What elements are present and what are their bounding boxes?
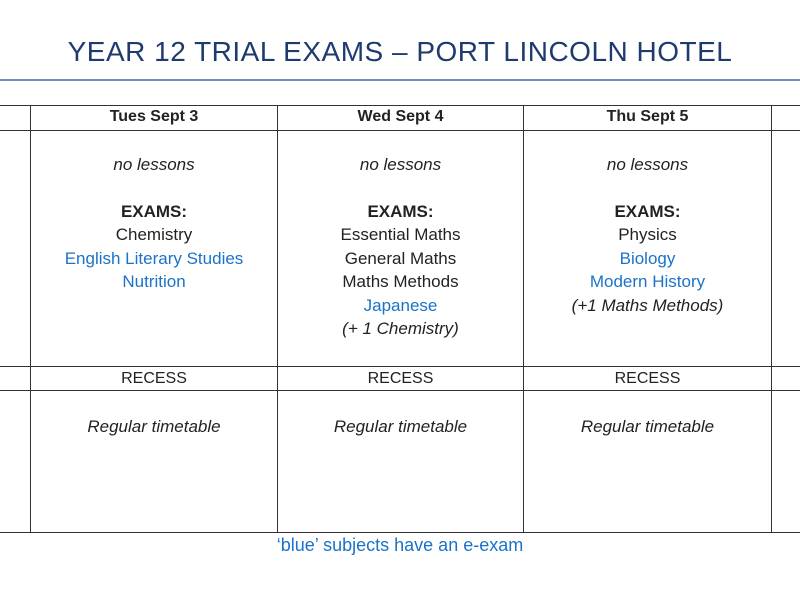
note-text: no lessons xyxy=(606,155,689,174)
subject-item: Maths Methods xyxy=(342,272,459,291)
subject-item-eexam: Biology xyxy=(619,248,676,268)
column-divider xyxy=(771,105,772,532)
recess-label: RECESS xyxy=(614,370,681,387)
after-recess-text: Regular timetable xyxy=(580,417,715,436)
subject-item-eexam: Modern History xyxy=(589,272,706,291)
subject-item-eexam: Nutrition xyxy=(122,272,186,291)
day-exams-tue xyxy=(31,153,277,294)
recess-label: RECESS xyxy=(367,370,434,387)
exams-label: EXAMS: xyxy=(614,201,681,221)
day-exams-thu xyxy=(524,153,771,317)
day-header-thu: Thu Sept 5 xyxy=(606,108,689,125)
subject-item: Essential Maths xyxy=(340,225,461,244)
exams-label: EXAMS: xyxy=(367,201,434,221)
subject-item-eexam: English Literary Studies xyxy=(64,248,244,268)
exams-label: EXAMS: xyxy=(120,201,188,221)
e-exam-legend: ‘blue’ subjects have an e-exam xyxy=(276,535,524,555)
day-header-wed: Wed Sept 4 xyxy=(357,108,444,125)
note-text: no lessons xyxy=(113,155,195,174)
subject-item: Physics xyxy=(618,225,677,244)
note-text: no lessons xyxy=(359,155,442,174)
after-recess-text: Regular timetable xyxy=(333,417,468,436)
header-row-divider xyxy=(0,130,800,131)
extra-exam-note: (+ 1 Chemistry) xyxy=(342,319,459,338)
day-exams-wed xyxy=(278,153,523,341)
subject-item-eexam: Japanese xyxy=(363,295,438,315)
extra-exam-note: (+1 Maths Methods) xyxy=(571,295,724,315)
recess-row-bottom xyxy=(0,390,800,391)
title-divider xyxy=(0,79,800,81)
recess-row-top xyxy=(0,366,800,367)
day-header-tue: Tues Sept 3 xyxy=(109,108,199,125)
exam-timetable xyxy=(0,105,800,532)
recess-label: RECESS xyxy=(121,370,187,387)
table-border-bottom xyxy=(0,532,800,533)
page-title: YEAR 12 TRIAL EXAMS – PORT LINCOLN HOTEL xyxy=(67,36,733,67)
subject-item: Chemistry xyxy=(115,225,193,244)
subject-item: General Maths xyxy=(344,248,457,268)
after-recess-text: Regular timetable xyxy=(87,417,221,436)
